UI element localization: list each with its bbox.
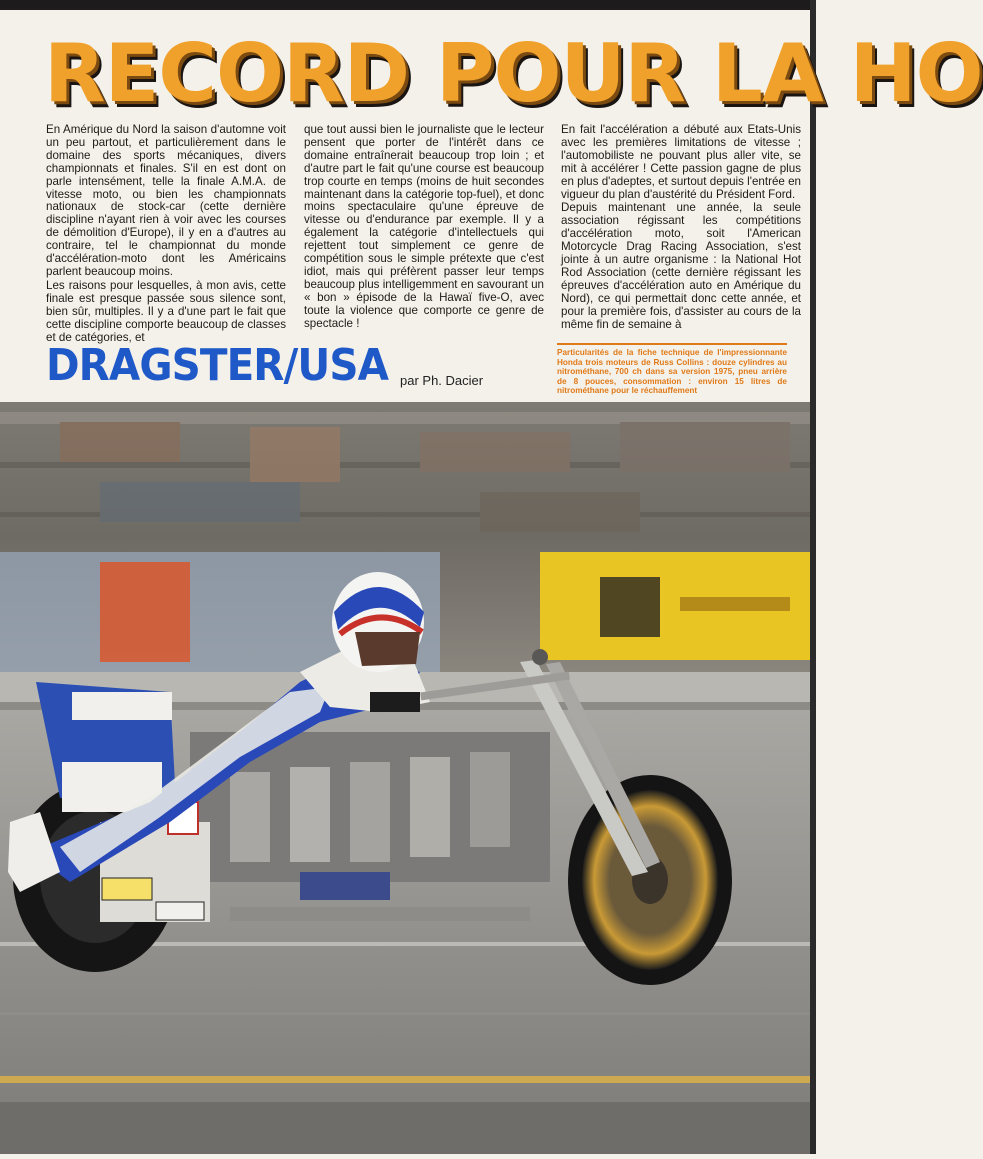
paragraph: Les raisons pour lesquelles, à mon avis, cette finale est presque passée sous silence sont, bien sûr, multiples. Il y a d'une part le fait que cette discipline comporte beaucoup de classes et de catégories, et [46,278,286,344]
byline: par Ph. Dacier [400,373,484,388]
text-column-3 [561,124,801,332]
text-column-2 [304,124,544,331]
photo-caption: Particularités de la fiche technique de l'impressionnante Honda trois moteurs de Russ Collins : douze cylindres au nitrométhane, 700 ch dans sa version 1975, pneu arrière de 8 pouces, consommation : environ 15 litres de nitrométhane pour le réchauffement [557,343,787,396]
section-title: DRAGSTER/USA [46,340,389,391]
headline: RECORD POUR LA HO [44,27,983,120]
text-column-1 [46,124,286,344]
top-edge-bar [0,0,816,10]
dragster-motorcycle-photo [0,402,810,1154]
paragraph: En Amérique du Nord la saison d'automne voit un peu partout, et particulièrement dans le domaine des sports mécaniques, divers championnats et finales. S'il en est dont on parle intensément, telle la finale A.M.A. de vitesse moto, ou bien les championnats nationaux de stock-car (cette dernière discipline n'ayant rien à voir avec les courses de démolition d'Europe), il y en a d'autres au contraire, tel le championnat du monde d'accélération-moto dont les Américains parlent beaucoup moins. [46,123,286,278]
paragraph: que tout aussi bien le journaliste que le lecteur pensent que porter de l'intérêt dans ce domaine entraînerait beaucoup trop loin ; et d'autre part le fait qu'une course est beaucoup trop courte en temps (moins de huit secondes maintenant dans la catégorie top-fuel), et donc moins spectaculaire qu'une épreuve de vitesse ou d'endurance par exemple. Il y a également la catégorie d'intellectuels qui rejettent tout simplement ce genre de compétition sous le simple prétexte que c'est idiot, mais qui préfèrent passer leur temps beaucoup plus intelligemment en savourant un « bon » épisode de la Hawaï five-O, avec toute la violence que comporte ce genre de spectacle ! [304,123,544,330]
page-edge-shadow [810,0,816,1154]
photo-illustration [0,402,810,1154]
paragraph: En fait l'accélération a débuté aux Etats-Unis avec les premières limitations de vitesse ; l'automobiliste ne pouvant plus aller vite, se mit à accélérer ! Cette passion gagne de plus en plus d'adeptes, et surtout depuis l'entrée en vigueur du plan d'austérité du Président Ford. [561,123,801,201]
paragraph: Depuis maintenant une année, la seule association régissant les compétitions d'accélération moto, soit l'American Motorcycle Drag Racing Association, s'est jointe à un autre organisme : la National Hot Rod Association (cette dernière régissant les épreuves d'accélération auto en Amérique du Nord), ce qui permettait donc cette année, et pour la première fois, d'assister au cours de la même fin de semaine à [561,201,801,331]
